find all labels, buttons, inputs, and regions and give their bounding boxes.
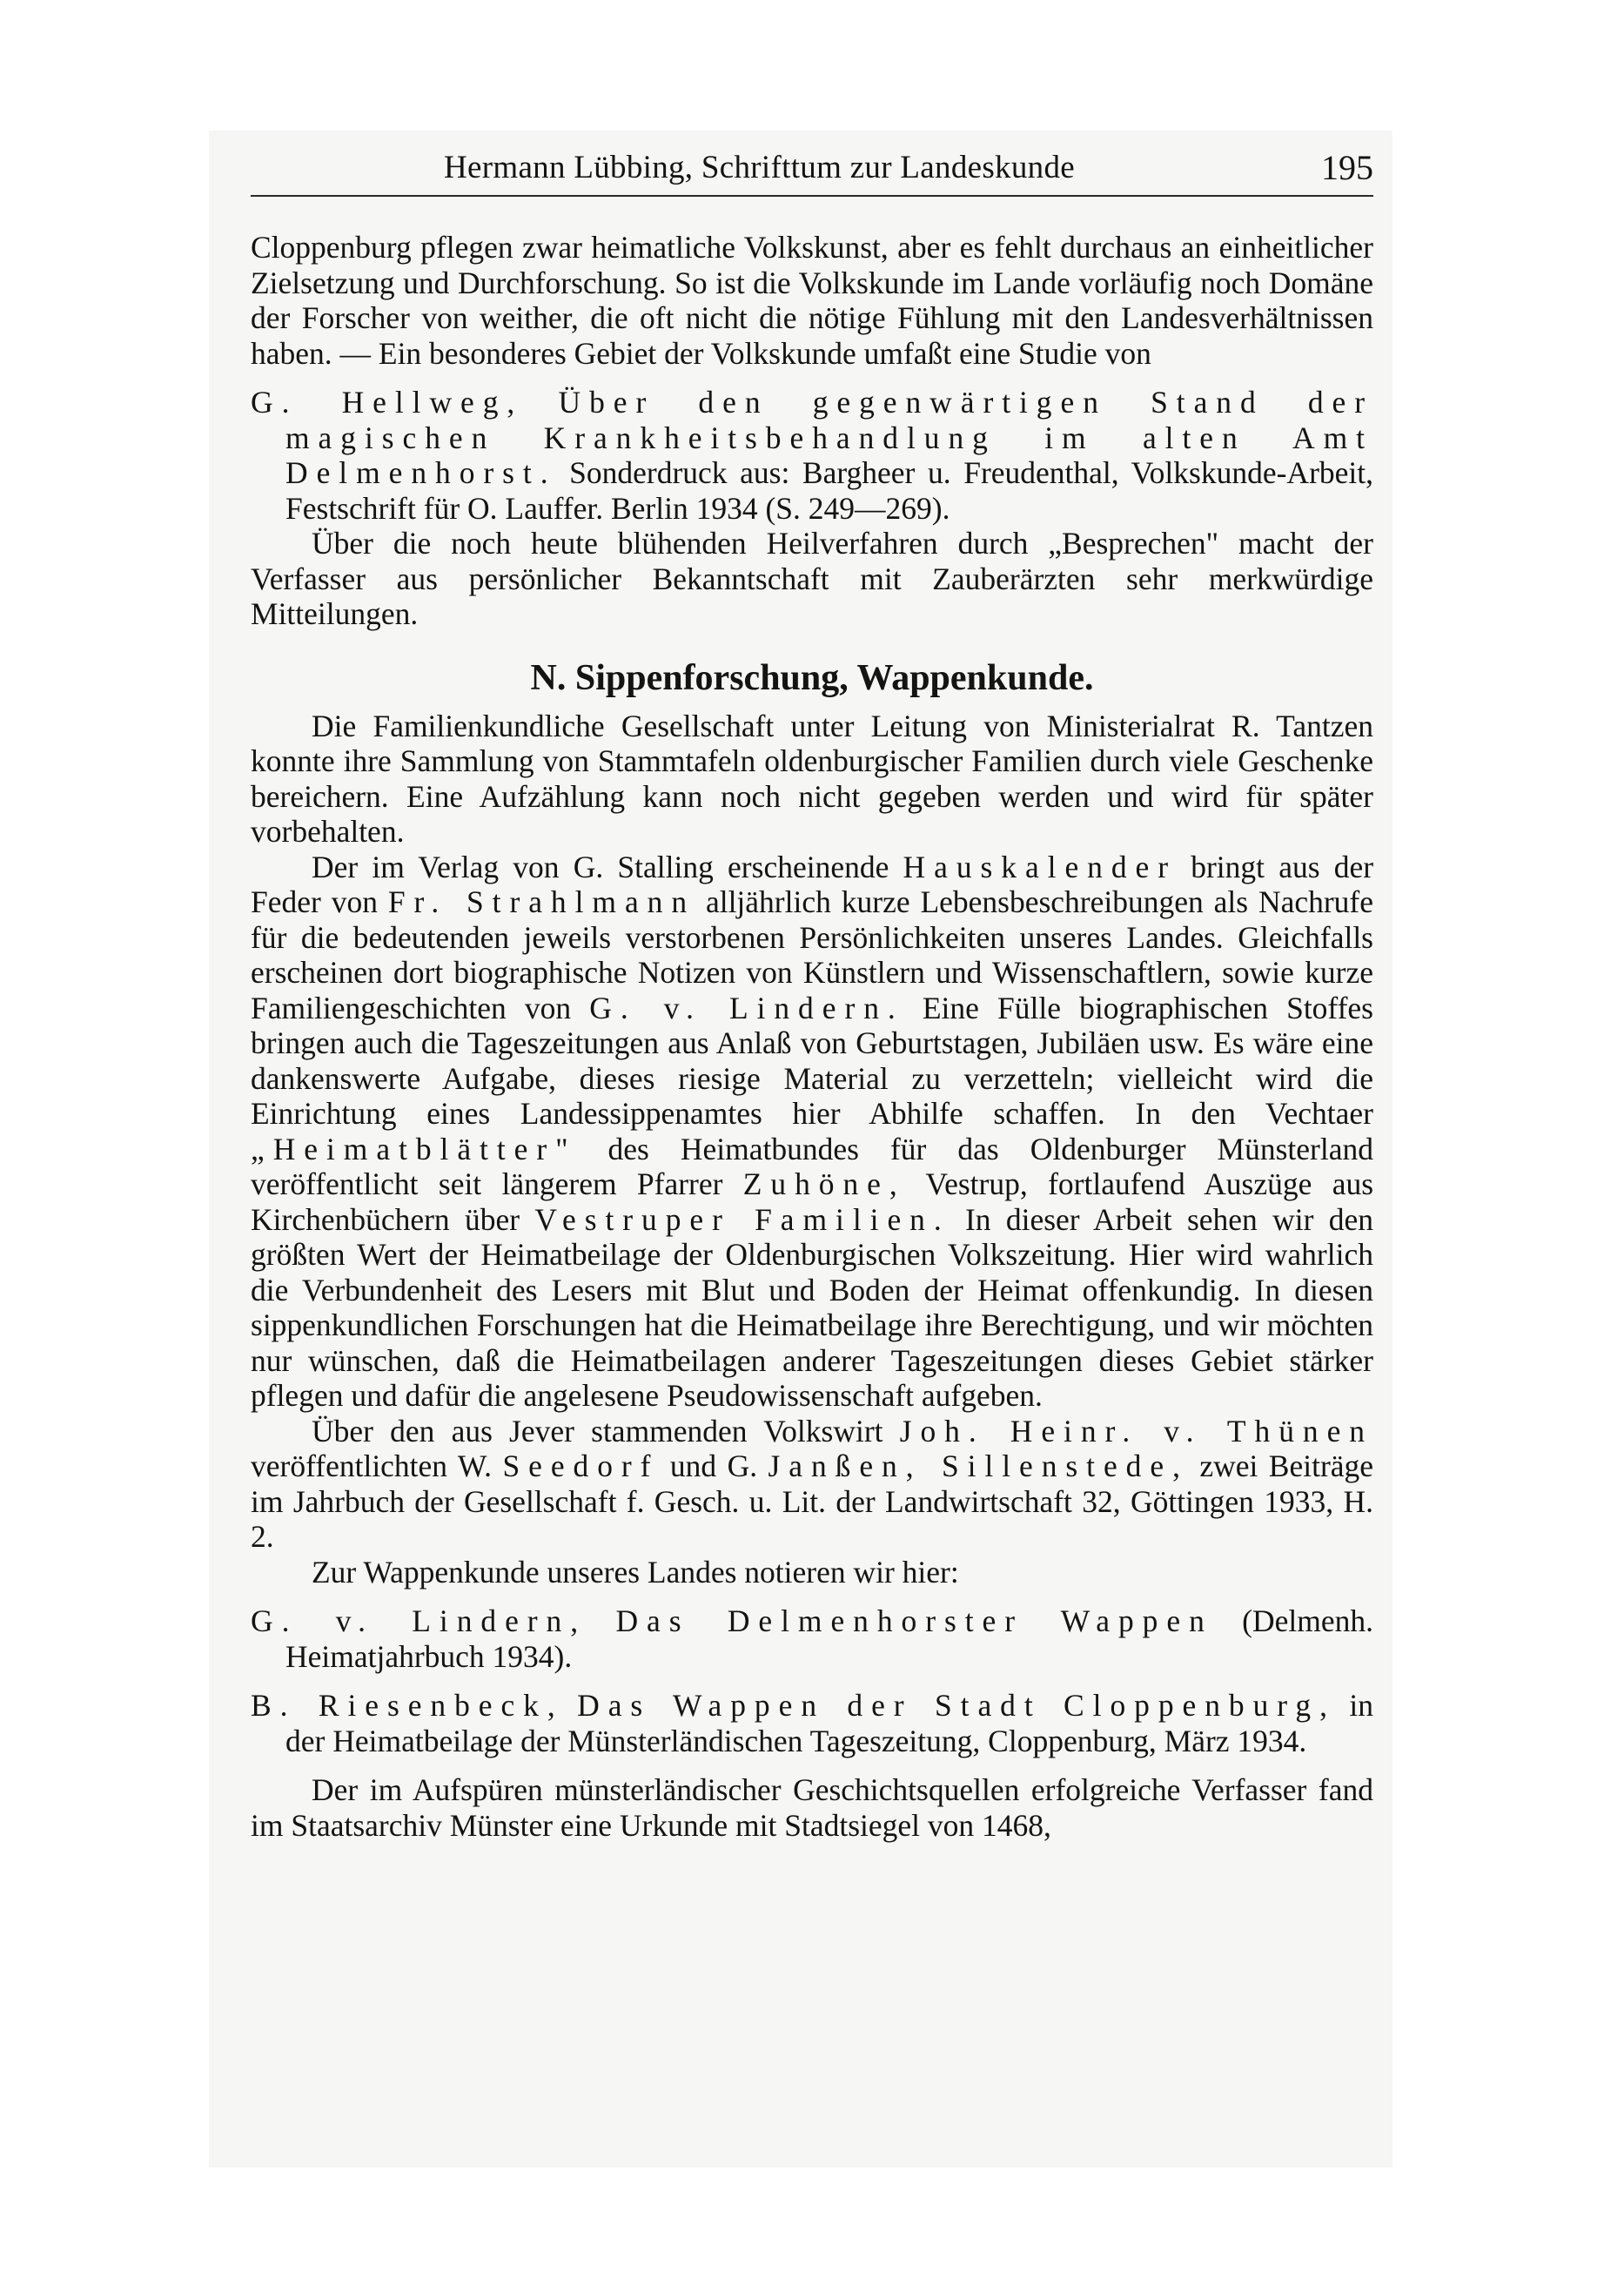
paragraph-hellweg-note: Über die noch heute blühenden Heilverfahren durch „Besprechen" macht der Verfasser aus persönlicher Bekanntschaft mit Zauberärzten sehr merkwürdige Mitteilungen. xyxy=(251,526,1373,631)
spaced-term: Hauskalender xyxy=(903,849,1177,884)
running-header xyxy=(251,146,1373,197)
page-content xyxy=(251,146,1373,1843)
ref-title: Das Delmenhorster Wappen xyxy=(615,1603,1213,1638)
spaced-name: G. v. Lindern. xyxy=(589,990,904,1025)
reference-lindern xyxy=(251,1603,1373,1674)
reference-hellweg xyxy=(251,385,1373,526)
spaced-name: Fr. Strahlmann xyxy=(387,884,696,919)
paragraph-hauskalender xyxy=(251,850,1373,1414)
text-run: bringt aus der Feder von xyxy=(251,849,1374,919)
section-heading: N. Sippenforschung, Wappenkunde. xyxy=(530,657,1094,698)
paragraph-intro: Cloppenburg pflegen zwar heimatliche Volkskunst, aber es fehlt durchaus an einheitlicher Zielsetzung und Durchforschung. So ist die Volkskunde im Lande vorläufig noch Domäne der Forscher von weither, die oft nicht die nötige Fühlung mit den Landesverhältnissen haben. — Ein besonderes Gebiet der Volkskunde umfaßt eine Studie von xyxy=(251,230,1373,371)
ref-author: B. Riesenbeck, xyxy=(251,1688,564,1723)
ref-author: G. v. Lindern, xyxy=(251,1603,587,1638)
ref-author: G. Hellweg, xyxy=(251,385,524,420)
page-number: 195 xyxy=(1321,148,1373,187)
text-run: In dieser Arbeit sehen wir den größten Wert der Heimatbeilage der Oldenburgischen Volkszeitung. Hier wird wahrlich die Verbundenheit des Lesers mit Blut und Boden der Heimat offenkundig. In diesen sippenkundlichen Forschungen hat die Heimatbeilage ihre Berechtigung, und wir möchten nur wünschen, daß die Heimatbeilagen anderer Tageszeitungen dieses Gebiet stärker pflegen und dafür die angelesene Pseudowissenschaft aufgeben. xyxy=(251,1201,1374,1413)
text-run: Eine Fülle biographischen Stoffes bringen auch die Tageszeitungen aus Anlaß von Geburtstagen, Jubiläen usw. Es wäre eine dankenswerte Aufgabe, dieses riesige Material zu verzetteln; vielleicht wird die Einrichtung eines Landessippenamtes hier Abhilfe schaffen. In den Vechtaer xyxy=(251,990,1373,1131)
ref-details: Sonderdruck aus: Bargheer u. Freudenthal, Volkskunde-Arbeit, Festschrift für O. Lauffer. Berlin 1934 (S. 249—269). xyxy=(285,455,1374,526)
paragraph-final: Der im Aufspüren münsterländischer Geschichtsquellen erfolgreiche Verfasser fand im Staatsarchiv Münster eine Urkunde mit Stadtsiegel von 1468, xyxy=(251,1772,1373,1843)
paragraph-thuenen xyxy=(251,1414,1373,1555)
ref-details: (Delmenh. Heimatjahrbuch 1934). xyxy=(285,1603,1373,1674)
spaced-name: Seedorf xyxy=(502,1448,660,1483)
header-title: Hermann Lübbing, Schrifttum zur Landeskunde xyxy=(444,150,1075,185)
spaced-name: Zuhöne, xyxy=(742,1166,906,1201)
text-run: des Heimatbundes für das Oldenburger Münsterland veröffentlicht seit längerem Pfarrer xyxy=(251,1131,1373,1201)
text-run: Der im Verlag von G. Stalling erscheinende xyxy=(312,849,889,884)
text-run: Vestrup, fortlaufend Auszüge aus Kirchenbüchern über xyxy=(251,1166,1374,1237)
paragraph-wappen-intro: Zur Wappenkunde unseres Landes notieren wir hier: xyxy=(312,1554,959,1590)
text-run: alljährlich kurze Lebensbeschreibungen als Nachrufe für die bedeutenden jeweils verstorbenen Persönlichkeiten unseres Landes. Gleichfalls erscheinen dort biographische Notizen von Künstlern und Wissenschaftlern, sowie kurze Familiengeschichten von xyxy=(251,884,1374,1025)
text-run: und G. xyxy=(669,1448,758,1483)
ref-details: in der Heimatbeilage der Münsterländischen Tageszeitung, Cloppenburg, März 1934. xyxy=(285,1688,1374,1758)
ref-title: Über den gegenwärtigen Stand der magischen Krankheitsbehandlung im alten Amt Delmenhorst. xyxy=(285,385,1373,490)
spaced-name: Joh. Heinr. v. Thünen xyxy=(899,1413,1373,1448)
paragraph-familienkunde: Die Familienkundliche Gesellschaft unter Leitung von Ministerialrat R. Tantzen konnte ihre Sammlung von Stammtafeln oldenburgischer Familien durch viele Geschenke bereichern. Eine Aufzählung kann noch nicht gegeben werden und wird für später vorbehalten. xyxy=(251,708,1373,849)
text-run: Über den aus Jever stammenden Volkswirt xyxy=(312,1413,883,1448)
spaced-term: „Heimatblätter" xyxy=(251,1131,577,1166)
text-run: zwei Beiträge im Jahrbuch der Gesellschaft f. Gesch. u. Lit. der Landwirtschaft 32, Göttingen 1933, H. 2. xyxy=(251,1448,1374,1554)
text-run: veröffentlichten W. xyxy=(251,1448,492,1483)
spaced-term: Vestruper Familien. xyxy=(534,1201,950,1237)
ref-title: Das Wappen der Stadt Cloppenburg, xyxy=(577,1688,1336,1723)
reference-riesenbeck xyxy=(251,1688,1373,1758)
spaced-name: Janßen, Sillenstede, xyxy=(768,1448,1189,1483)
